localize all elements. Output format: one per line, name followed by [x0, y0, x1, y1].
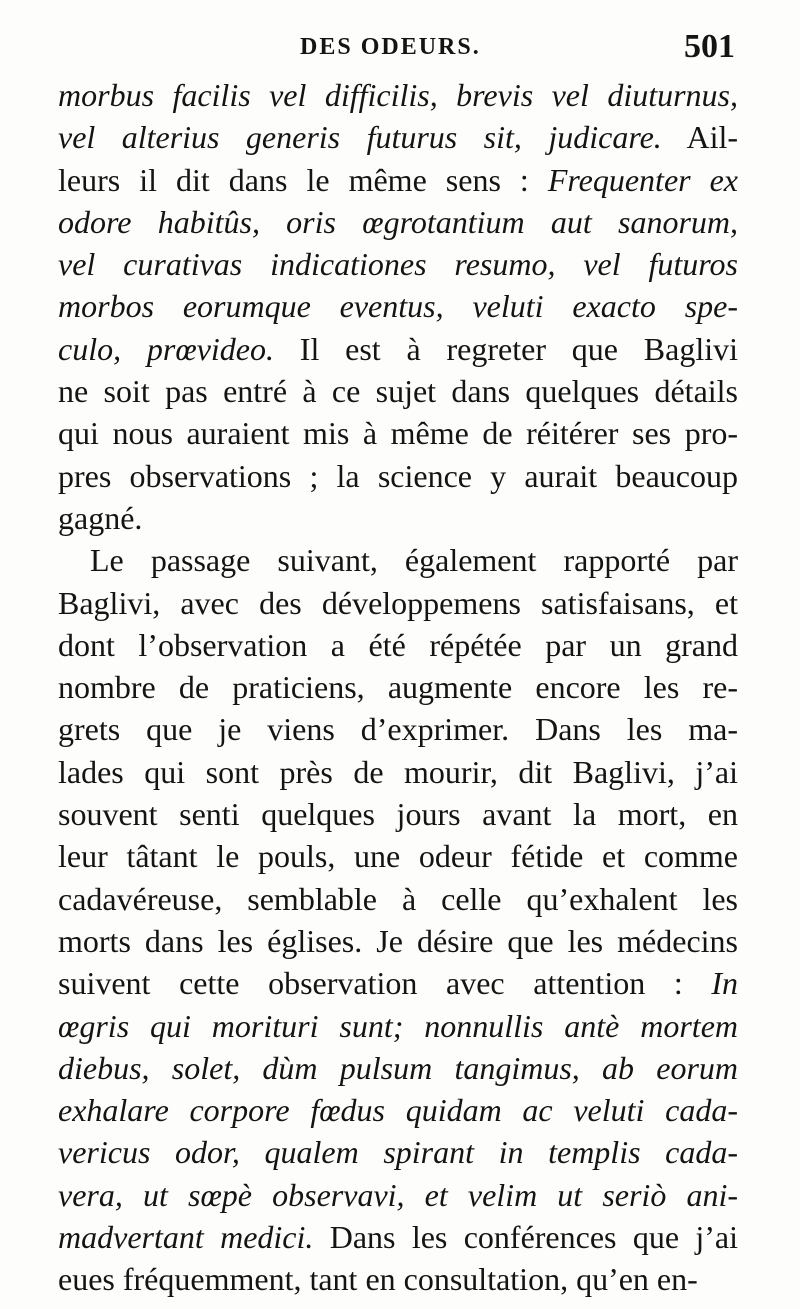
text-line [58, 412, 738, 454]
french-text: qui nous auraient mis à même de réitérer ses pro- [58, 415, 738, 452]
french-text: suivent cette observation avec attention : [58, 965, 712, 1002]
latin-quote-text: morbus facilis vel difficilis, brevis vel diuturnus, [58, 77, 738, 113]
text-line [58, 793, 738, 835]
text-line [58, 243, 738, 285]
text-line [58, 835, 738, 877]
text-line [58, 1005, 738, 1047]
french-text: lades qui sont près de mourir, dit Baglivi, j’ai [58, 753, 738, 790]
running-head [0, 28, 800, 68]
french-text: dont l’observation a été répétée par un grand [58, 626, 738, 663]
french-text: eues fréquemment, tant en consultation, qu’en en- [58, 1261, 698, 1298]
text-line [58, 1216, 738, 1258]
text-line [58, 1174, 738, 1216]
french-text: ne soit pas entré à ce sujet dans quelques détails [58, 373, 738, 410]
page-number: 501 [684, 28, 735, 65]
body-text [58, 74, 738, 1301]
french-text: Dans les conférences que j’ai [313, 1219, 739, 1256]
french-text: nombre de praticiens, augmente encore les re- [58, 669, 738, 706]
french-text: Ail- [661, 119, 739, 156]
text-line [58, 159, 738, 201]
text-line [58, 708, 738, 750]
text-line [58, 74, 738, 116]
latin-quote-text: madvertant medici. [58, 1219, 314, 1256]
latin-quote-text: diebus, solet, dùm pulsum tangimus, ab eorum [58, 1049, 738, 1086]
french-text: leurs il dit dans le même sens : [58, 161, 548, 198]
french-text: morts dans les églises. Je désire que les médecins [58, 922, 738, 959]
text-line [58, 1047, 738, 1089]
text-line [58, 370, 738, 412]
french-text: leur tâtant le pouls, une odeur fétide et comme [58, 838, 738, 875]
french-text: cadavéreuse, semblable à celle qu’exhalent les [58, 880, 738, 917]
text-line [58, 1258, 738, 1300]
latin-quote-text: vel alterius generis futurus sit, judicare. [58, 119, 662, 156]
text-line [58, 962, 738, 1004]
text-line [58, 539, 738, 581]
text-line [58, 285, 738, 327]
latin-quote-text: odore habitûs, oris œgrotantium aut sanorum, [58, 203, 738, 240]
latin-quote-text: œgris qui morituri sunt; nonnullis antè mortem [58, 1007, 738, 1044]
latin-quote-text: vel curativas indicationes resumo, vel futuros [58, 246, 738, 283]
latin-quote-text: vera, ut sœpè observavi, et velim ut seriò ani- [58, 1176, 738, 1213]
french-text: Le passage suivant, également rapporté par [90, 542, 738, 579]
french-text: Il est à regreter que Baglivi [274, 330, 739, 367]
text-line [58, 328, 738, 370]
latin-quote-text: In [711, 965, 738, 1002]
latin-quote-text: exhalare corpore fœdus quidam ac veluti cada- [58, 1092, 738, 1129]
text-line [58, 920, 738, 962]
running-title: DES ODEURS. [300, 34, 481, 60]
text-line [58, 497, 738, 539]
latin-quote-text: Frequenter ex [547, 161, 739, 198]
latin-quote-text: culo, prœvideo. [58, 330, 274, 367]
text-line [58, 1089, 738, 1131]
latin-quote-text: morbos eorumque eventus, veluti exacto spe- [58, 288, 738, 325]
text-line [58, 116, 738, 158]
text-line [58, 1131, 738, 1173]
french-text: pres observations ; la science y aurait beaucoup [58, 457, 738, 494]
text-line [58, 624, 738, 666]
french-text: Baglivi, avec des développemens satisfaisans, et [58, 584, 738, 621]
text-line [58, 751, 738, 793]
french-text: grets que je viens d’exprimer. Dans les ma- [58, 711, 738, 748]
text-line [58, 878, 738, 920]
text-line [58, 201, 738, 243]
french-text: souvent senti quelques jours avant la mort, en [58, 796, 738, 833]
french-text: gagné. [58, 499, 143, 536]
text-line [58, 666, 738, 708]
text-line [58, 455, 738, 497]
text-line [58, 582, 738, 624]
latin-quote-text: vericus odor, qualem spirant in templis cada- [58, 1134, 738, 1171]
